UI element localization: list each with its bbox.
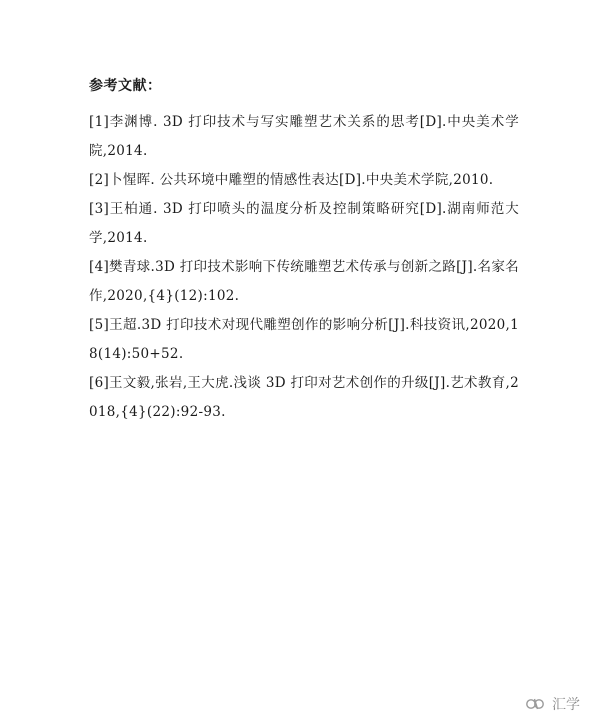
watermark bbox=[525, 694, 580, 714]
reference-item-3: [3]王柏通. 3D 打印喷头的温度分析及控制策略研究[D].湖南师范大学,2014. bbox=[89, 201, 519, 246]
watermark-text: 汇学 bbox=[552, 697, 580, 713]
reference-item-5: [5]王超.3D 打印技术对现代雕塑创作的影响分析[J].科技资讯,2020,18(14):50+52. bbox=[89, 317, 519, 362]
references-section bbox=[89, 76, 519, 427]
reference-item-1: [1]李渊博. 3D 打印技术与写实雕塑艺术关系的思考[D].中央美术学院,2014. bbox=[89, 114, 519, 159]
reference-list bbox=[89, 108, 519, 427]
reference-item-2: [2]卜惺晖. 公共环境中雕塑的情感性表达[D].中央美术学院,2010. bbox=[89, 172, 494, 188]
reference-item-4: [4]樊青球.3D 打印技术影响下传统雕塑艺术传承与创新之路[J].名家名作,2020,{4}(12):102. bbox=[89, 259, 519, 304]
references-heading: 参考文献： bbox=[89, 78, 162, 94]
reference-item-6: [6]王文毅,张岩,王大虎.浅谈 3D 打印对艺术创作的升级[J].艺术教育,2018,{4}(22):92-93. bbox=[89, 375, 519, 420]
wechat-channel-icon bbox=[525, 695, 547, 713]
